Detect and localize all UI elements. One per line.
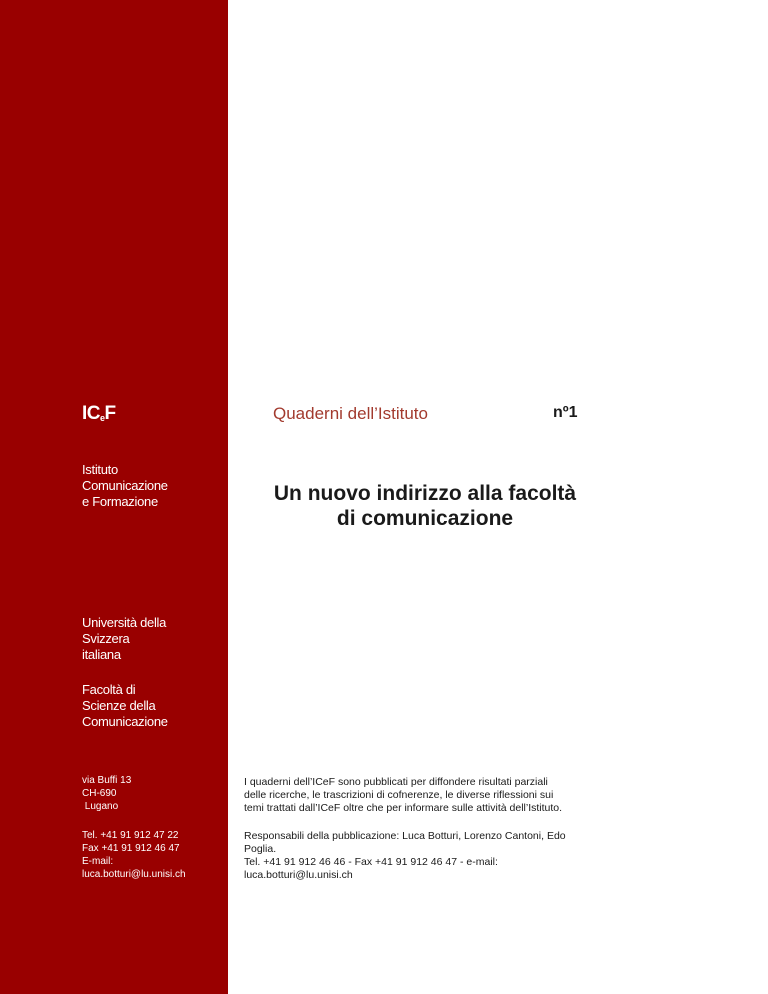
logo-main: IC: [82, 403, 100, 424]
logo-end: F: [104, 403, 116, 424]
university-line: Svizzera: [82, 631, 130, 646]
issue-number: nº1: [553, 404, 578, 421]
responsible-line: luca.botturi@lu.unisi.ch: [244, 869, 353, 881]
faculty-name: [82, 682, 168, 730]
contact-email: luca.botturi@lu.unisi.ch: [82, 869, 186, 880]
responsible-line: Responsabili della pubblicazione: Luca Botturi, Lorenzo Cantoni, Edo: [244, 830, 566, 842]
university-line: italiana: [82, 647, 121, 662]
address-line: Lugano: [82, 801, 119, 812]
institute-line: Istituto: [82, 462, 118, 477]
description-line: I quaderni dell’ICeF sono pubblicati per diffondere risultati parziali: [244, 776, 548, 788]
description: [244, 776, 604, 815]
institute-line: e Formazione: [82, 494, 158, 509]
address-line: via Buffi 13: [82, 775, 132, 786]
faculty-line: Comunicazione: [82, 714, 168, 729]
responsible-line: Poglia.: [244, 843, 277, 855]
document-title: [245, 481, 605, 531]
contact-line: E-mail:: [82, 856, 114, 867]
sidebar: [0, 0, 228, 994]
address: [82, 774, 131, 813]
title-line: di comunicazione: [336, 507, 514, 530]
icef-logo: [82, 403, 116, 429]
faculty-line: Scienze della: [82, 698, 156, 713]
contact-line: Fax +41 91 912 46 47: [82, 843, 180, 854]
institute-name: [82, 462, 168, 510]
series-title: Quaderni dell’Istituto: [273, 404, 428, 423]
institute-line: Comunicazione: [82, 478, 168, 493]
responsible-info: [244, 830, 604, 882]
title-line: Un nuovo indirizzo alla facoltà: [273, 482, 577, 505]
contact-info: [82, 829, 186, 881]
university-name: [82, 615, 166, 663]
description-line: delle ricerche, le trascrizioni di cofnerenze, le diverse riflessioni sui: [244, 789, 554, 801]
contact-line: Tel. +41 91 912 47 22: [82, 830, 179, 841]
logo-sub: e: [100, 413, 105, 423]
address-line: CH-690: [82, 788, 117, 799]
university-line: Università della: [82, 615, 167, 630]
faculty-line: Facoltà di: [82, 682, 136, 697]
responsible-line: Tel. +41 91 912 46 46 - Fax +41 91 912 46 47 - e-mail:: [244, 856, 498, 868]
description-line: temi trattati dall’ICeF oltre che per informare sulle attività dell’Istituto.: [244, 802, 563, 814]
